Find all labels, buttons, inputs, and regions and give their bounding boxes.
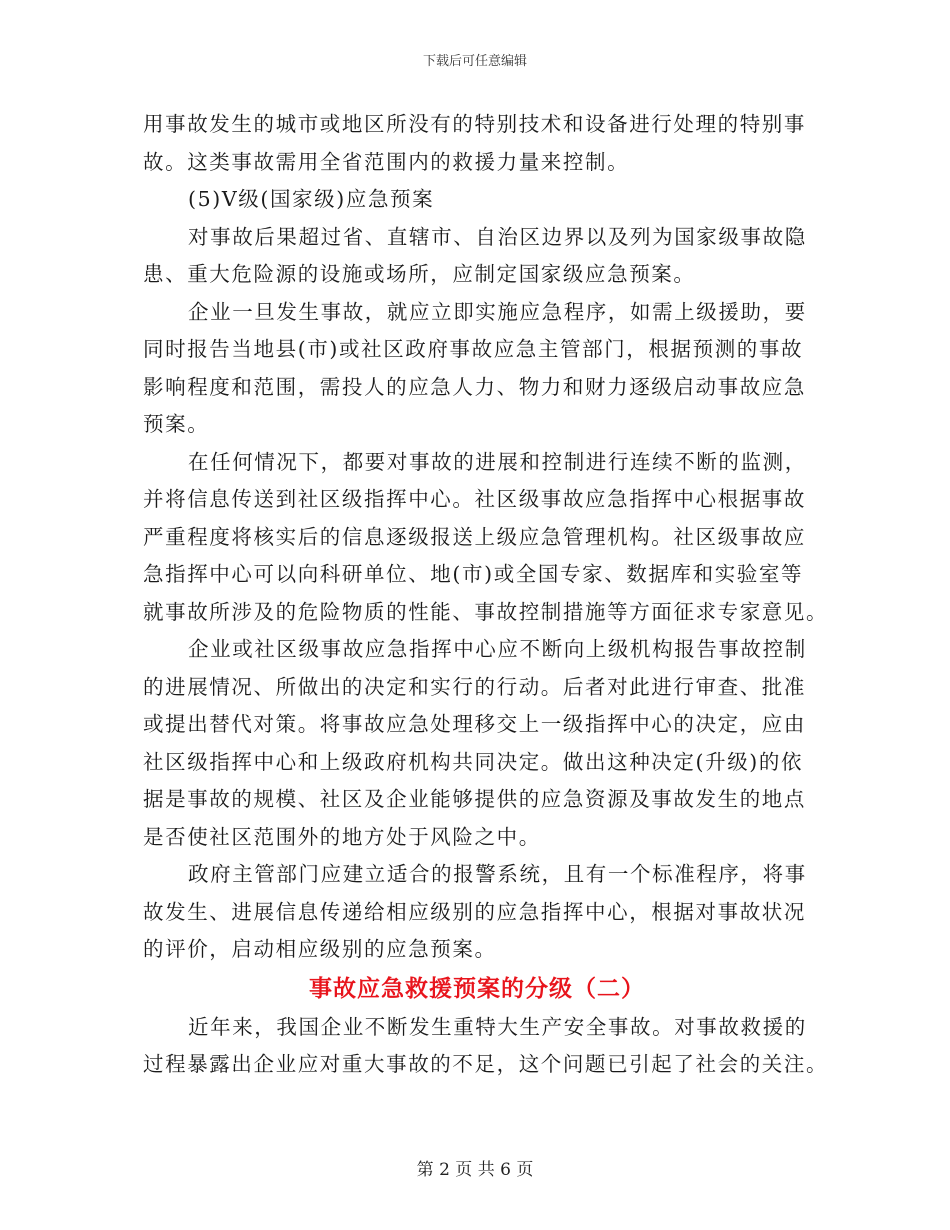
body-line: 患、重大危险源的设施或场所，应制定国家级应急预案。 bbox=[143, 262, 696, 286]
page-header: 下载后可任意编辑 bbox=[422, 54, 527, 69]
section-title: 事故应急救援预案的分级（二） bbox=[309, 975, 645, 1002]
body-line: 同时报告当地县(市)或社区政府事故应急主管部门，根据预测的事故 bbox=[143, 337, 804, 361]
document-body bbox=[143, 106, 829, 1084]
body-line: 严重程度将核实后的信息逐级报送上级应急管理机构。社区级事故应 bbox=[143, 524, 806, 549]
body-line: 并将信息传送到社区级指挥中心。社区级事故应急指挥中心根据事故 bbox=[143, 487, 806, 511]
body-line: 或提出替代对策。将事故应急处理移交上一级指挥中心的决定，应由 bbox=[143, 712, 806, 736]
body-line: 是否使社区范围外的地方处于风险之中。 bbox=[143, 824, 541, 849]
body-line: 预案。 bbox=[143, 412, 210, 436]
body-line: 近年来，我国企业不断发生重特大生产安全事故。对事故救援的 bbox=[188, 1014, 807, 1039]
body-line: 的进展情况、所做出的决定和实行的行动。后者对此进行审查、批准 bbox=[143, 674, 806, 699]
body-line: 据是事故的规模、社区及企业能够提供的应急资源及事故发生的地点 bbox=[143, 787, 806, 811]
body-line: 就事故所涉及的危险物质的性能、事故控制措施等方面征求专家意见。 bbox=[143, 599, 829, 624]
page-footer: 第 2 页 共 6 页 bbox=[416, 1160, 534, 1180]
body-line: 在任何情况下，都要对事故的进展和控制进行连续不断的监测， bbox=[188, 449, 807, 474]
body-line: 企业一旦发生事故，就应立即实施应急程序，如需上级援助，要 bbox=[188, 299, 807, 324]
body-line: 影响程度和范围，需投人的应急人力、物力和财力逐级启动事故应急 bbox=[143, 374, 806, 399]
body-line: 故发生、进展信息传递给相应级别的应急指挥中心，根据对事故状况 bbox=[143, 899, 806, 924]
body-line: 企业或社区级事故应急指挥中心应不断向上级机构报告事故控制 bbox=[188, 637, 807, 661]
body-line: 社区级指挥中心和上级政府机构共同决定。做出这种决定(升级)的依 bbox=[143, 749, 804, 774]
subheading: (5)Ⅴ级(国家级)应急预案 bbox=[188, 187, 435, 211]
body-line: 对事故后果超过省、直辖市、自治区边界以及列为国家级事故隐 bbox=[188, 224, 807, 249]
body-line: 政府主管部门应建立适合的报警系统，且有一个标准程序，将事 bbox=[188, 862, 807, 886]
body-line: 故。这类事故需用全省范围内的救援力量来控制。 bbox=[143, 149, 630, 174]
body-line: 急指挥中心可以向科研单位、地(市)或全国专家、数据库和实验室等 bbox=[143, 562, 804, 586]
body-line: 的评价，启动相应级别的应急预案。 bbox=[143, 937, 497, 961]
body-line: 用事故发生的城市或地区所没有的特别技术和设备进行处理的特别事 bbox=[143, 112, 806, 136]
body-line: 过程暴露出企业应对重大事故的不足，这个问题已引起了社会的关注。 bbox=[143, 1052, 829, 1076]
